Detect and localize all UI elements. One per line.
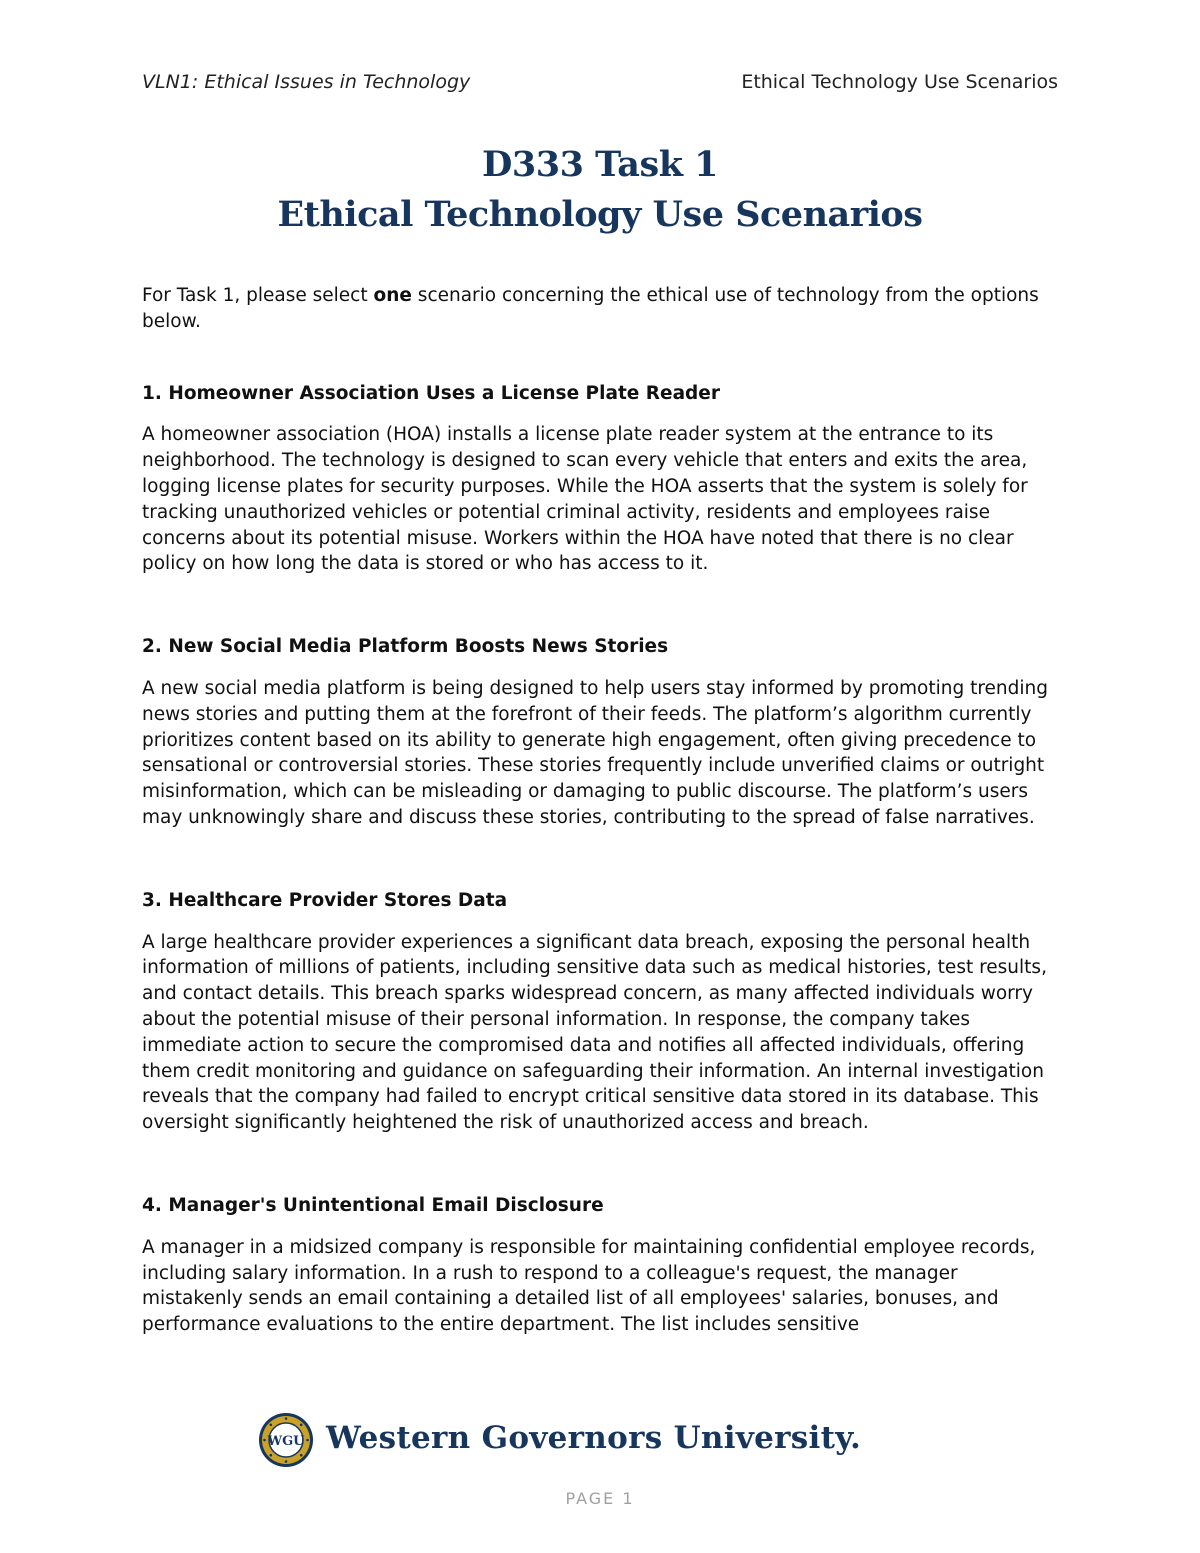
scenario-4-body: A manager in a midsized company is responsible for maintaining confidential employee records, including salary information. In a rush to respond to a colleague's request, the manager mistakenly sends an email containing a detailed list of all employees' salaries, bonuses, and performance evaluations to the entire department. The list includes sensitive: [142, 1236, 1036, 1336]
title-line-2: Ethical Technology Use Scenarios: [277, 194, 923, 235]
scenario-1-body: A homeowner association (HOA) installs a license plate reader system at the entrance to its neighborhood. The technology is designed to scan every vehicle that enters and exits the area, logging license plates for security purposes. While the HOA asserts that the system is solely for tracking unauthorized vehicles or potential criminal activity, residents and employees raise concerns about its potential misuse. Workers within the HOA have noted that there is no clear policy on how long the data is stored or who has access to it.: [142, 424, 1028, 575]
wgu-wordmark: Western Governors University.: [326, 1420, 862, 1456]
title-line-1: D333 Task 1: [482, 144, 718, 185]
page-number: PAGE 1: [565, 1489, 635, 1508]
document-title: [0, 140, 1200, 240]
header-course-title: VLN1: Ethical Issues in Technology: [142, 71, 471, 93]
intro-text-before: For Task 1, please select: [142, 285, 374, 306]
wgu-logo: [258, 1410, 918, 1472]
seal-text: WGU: [267, 1434, 305, 1449]
scenario-4-heading: 4. Manager's Unintentional Email Disclosure: [142, 1194, 604, 1216]
wgu-seal-icon: [258, 1412, 314, 1468]
intro-text-after: scenario concerning the ethical use of technology from the options below.: [142, 285, 1039, 332]
header-document-title: Ethical Technology Use Scenarios: [741, 71, 1058, 93]
scenario-1-heading: 1. Homeowner Association Uses a License Plate Reader: [142, 382, 720, 404]
document-body: [142, 283, 1058, 1395]
scenario-3-heading: 3. Healthcare Provider Stores Data: [142, 889, 508, 911]
scenario-2-heading: 2. New Social Media Platform Boosts News Stories: [142, 636, 669, 658]
intro-paragraph: [142, 283, 1058, 335]
intro-emphasis: one: [373, 285, 412, 306]
scenario-3-body: A large healthcare provider experiences a significant data breach, exposing the personal health information of millions of patients, including sensitive data such as medical histories, test results, and contact details. This breach sparks widespread concern, as many affected individuals worry about the potential misuse of their personal information. In response, the company takes immediate action to secure the compromised data and notifies all affected individuals, offering them credit monitoring and guidance on safeguarding their information. An internal investigation reveals that the company had failed to encrypt critical sensitive data stored in its database. This oversight significantly heightened the risk of unauthorized access and breach.: [142, 931, 1047, 1134]
scenario-2-body: A new social media platform is being designed to help users stay informed by promoting trending news stories and putting them at the forefront of their feeds. The platform’s algorithm currently prioritizes content based on its ability to generate high engagement, often giving precedence to sensational or controversial stories. These stories frequently include unverified claims or outright misinformation, which can be misleading or damaging to public discourse. The platform’s users may unknowingly share and discuss these stories, contributing to the spread of false narratives.: [142, 677, 1049, 828]
